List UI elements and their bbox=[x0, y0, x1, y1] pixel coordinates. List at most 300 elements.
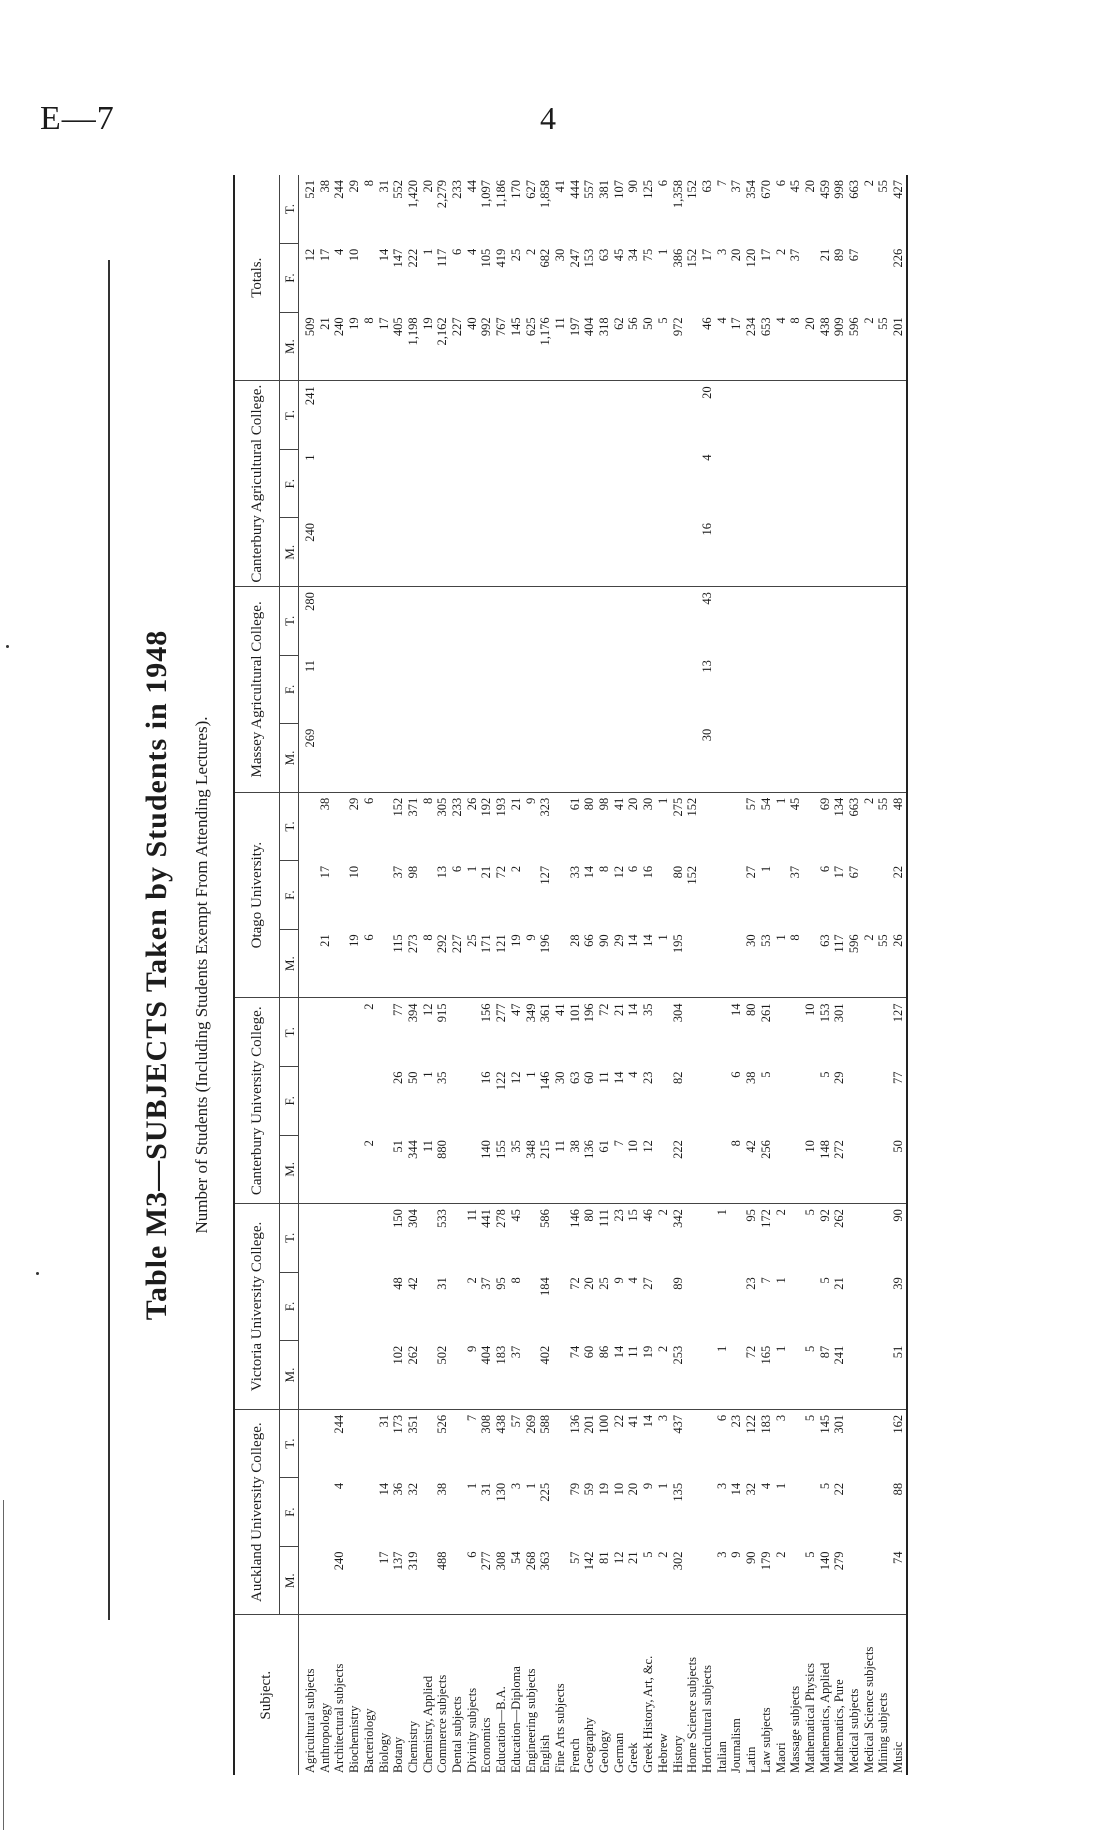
count-cell bbox=[465, 1135, 480, 1204]
count-cell bbox=[744, 724, 759, 793]
count-cell bbox=[862, 1409, 877, 1478]
count-cell: 3 bbox=[715, 1546, 730, 1615]
count-cell bbox=[847, 1341, 862, 1410]
count-cell bbox=[700, 792, 715, 861]
count-cell bbox=[553, 1204, 568, 1273]
count-cell bbox=[685, 1135, 700, 1204]
table-body bbox=[299, 175, 907, 1775]
table-row bbox=[641, 175, 656, 1775]
count-cell bbox=[494, 587, 509, 656]
count-cell bbox=[509, 518, 524, 587]
institution-header: Auckland University College. bbox=[234, 1409, 280, 1615]
count-cell: 17 bbox=[317, 865, 332, 879]
count-cell bbox=[362, 861, 377, 930]
count-cell bbox=[299, 1409, 318, 1478]
subject-cell: Biochemistry bbox=[347, 1705, 362, 1773]
count-cell bbox=[803, 792, 818, 861]
count-cell bbox=[803, 929, 818, 998]
count-cell: 240 bbox=[332, 1546, 347, 1615]
count-cell bbox=[450, 518, 465, 587]
count-cell bbox=[494, 449, 509, 518]
count-cell bbox=[700, 1067, 715, 1136]
count-cell bbox=[685, 518, 700, 587]
count-cell: 153 bbox=[582, 248, 597, 268]
count-cell bbox=[715, 724, 730, 793]
count-cell bbox=[582, 518, 597, 587]
count-cell bbox=[377, 449, 392, 518]
count-cell bbox=[656, 861, 671, 930]
count-cell bbox=[671, 449, 686, 518]
count-cell: 625 bbox=[524, 312, 539, 381]
count-cell: 4 bbox=[626, 1071, 641, 1078]
count-cell: 33 bbox=[567, 865, 582, 879]
count-cell bbox=[553, 1409, 568, 1478]
count-cell bbox=[803, 518, 818, 587]
count-cell: 74 bbox=[568, 1341, 583, 1410]
count-cell: 215 bbox=[538, 1135, 553, 1204]
count-cell bbox=[788, 449, 803, 518]
count-cell: 277 bbox=[479, 1546, 494, 1615]
count-cell bbox=[465, 518, 480, 587]
count-cell bbox=[465, 998, 480, 1067]
count-cell: 308 bbox=[479, 1414, 494, 1434]
count-cell bbox=[538, 587, 553, 656]
count-cell bbox=[435, 724, 450, 793]
subject-cell: Italian bbox=[714, 1741, 729, 1773]
count-cell: 653 bbox=[759, 312, 774, 381]
count-cell: 502 bbox=[435, 1341, 450, 1410]
count-cell: 36 bbox=[391, 1482, 406, 1496]
count-cell: 60 bbox=[582, 1071, 597, 1084]
count-cell bbox=[641, 724, 656, 793]
subject-cell: Education—Diploma bbox=[508, 1666, 523, 1773]
count-cell: 42 bbox=[744, 1135, 759, 1204]
count-cell bbox=[362, 1478, 377, 1547]
count-cell: 1 bbox=[655, 1482, 670, 1490]
count-cell: 152 bbox=[391, 797, 406, 817]
count-cell: 233 bbox=[450, 180, 465, 199]
subject-cell: Journalism bbox=[729, 1718, 744, 1773]
table-row bbox=[509, 175, 524, 1775]
table-row bbox=[377, 175, 392, 1775]
count-cell bbox=[876, 861, 891, 930]
count-cell bbox=[597, 724, 612, 793]
count-cell bbox=[818, 724, 833, 793]
page-speck bbox=[6, 645, 9, 648]
count-cell: 6 bbox=[361, 797, 376, 804]
count-cell: 20 bbox=[626, 797, 641, 811]
count-cell bbox=[759, 724, 774, 793]
count-cell: 23 bbox=[744, 1277, 759, 1290]
count-cell: 2 bbox=[773, 248, 788, 255]
count-cell bbox=[700, 1272, 715, 1341]
count-cell: 1 bbox=[714, 1209, 729, 1216]
count-cell: 1 bbox=[774, 929, 789, 998]
count-cell: 363 bbox=[538, 1546, 553, 1615]
count-cell bbox=[421, 1204, 436, 1273]
count-cell: 241 bbox=[832, 1341, 847, 1410]
count-cell: 45 bbox=[788, 797, 803, 811]
count-cell: 4 bbox=[626, 1277, 641, 1284]
count-cell: 146 bbox=[538, 1071, 553, 1091]
sex-subheader: M. bbox=[280, 1341, 299, 1410]
count-cell bbox=[332, 792, 347, 861]
count-cell bbox=[788, 587, 803, 656]
count-cell: 1 bbox=[656, 929, 671, 998]
count-cell: 37 bbox=[729, 180, 744, 193]
count-cell bbox=[862, 861, 877, 930]
count-cell bbox=[685, 1067, 700, 1136]
count-cell bbox=[318, 449, 333, 518]
count-cell bbox=[847, 1546, 862, 1615]
count-cell: 130 bbox=[494, 1482, 509, 1502]
table-row bbox=[421, 175, 436, 1775]
count-cell bbox=[862, 1478, 877, 1547]
count-cell bbox=[759, 655, 774, 724]
count-cell bbox=[332, 1204, 347, 1273]
count-cell: 14 bbox=[611, 1071, 626, 1084]
count-cell bbox=[788, 1409, 803, 1478]
count-cell: 278 bbox=[494, 1209, 509, 1228]
count-cell bbox=[494, 518, 509, 587]
count-cell bbox=[597, 655, 612, 724]
count-cell: 117 bbox=[832, 929, 847, 998]
count-cell: 22 bbox=[611, 1414, 626, 1428]
count-cell: 197 bbox=[568, 312, 583, 381]
count-cell bbox=[582, 587, 597, 656]
count-cell bbox=[479, 381, 494, 450]
count-cell: 533 bbox=[435, 1209, 450, 1228]
count-cell: 427 bbox=[891, 180, 906, 199]
count-cell: 19 bbox=[347, 929, 362, 998]
count-cell: 9 bbox=[611, 1277, 626, 1284]
count-cell: 137 bbox=[391, 1546, 406, 1615]
count-cell bbox=[362, 1067, 377, 1136]
subject-cell: Botany bbox=[391, 1736, 406, 1773]
count-cell: 54 bbox=[758, 797, 773, 811]
count-cell: 63 bbox=[699, 180, 714, 193]
count-cell bbox=[876, 449, 891, 518]
count-cell: 2 bbox=[655, 1209, 670, 1216]
count-cell bbox=[450, 724, 465, 793]
count-cell: 15 bbox=[626, 1209, 641, 1222]
count-cell: 5 bbox=[641, 1546, 656, 1615]
count-cell: 6 bbox=[450, 248, 465, 255]
count-cell: 72 bbox=[494, 865, 509, 879]
count-cell: 342 bbox=[670, 1209, 685, 1228]
count-cell: 38 bbox=[568, 1135, 583, 1204]
count-cell: 63 bbox=[597, 248, 612, 262]
sex-subheader: T. bbox=[280, 1409, 299, 1478]
count-cell bbox=[803, 724, 818, 793]
count-cell bbox=[318, 1204, 333, 1273]
count-cell bbox=[582, 724, 597, 793]
table-row bbox=[347, 175, 362, 1775]
count-cell: 21 bbox=[479, 865, 494, 879]
count-cell: 5 bbox=[802, 1414, 817, 1422]
table-row bbox=[612, 175, 627, 1775]
count-cell bbox=[774, 861, 789, 930]
count-cell bbox=[788, 724, 803, 793]
count-cell: 304 bbox=[670, 1003, 685, 1023]
sex-subheader: F. bbox=[280, 449, 299, 518]
count-cell: 20 bbox=[582, 1277, 597, 1290]
count-cell bbox=[421, 449, 436, 518]
subject-column-header: Subject. bbox=[234, 1615, 299, 1775]
count-cell bbox=[862, 998, 877, 1067]
table-row bbox=[759, 175, 774, 1775]
count-cell: 25 bbox=[597, 1277, 612, 1290]
count-cell bbox=[700, 861, 715, 930]
count-cell: 437 bbox=[670, 1414, 685, 1434]
count-cell: 10 bbox=[347, 248, 362, 262]
count-cell bbox=[332, 1067, 347, 1136]
count-cell bbox=[862, 1272, 877, 1341]
count-cell: 134 bbox=[832, 797, 847, 817]
count-cell: 19 bbox=[641, 1341, 656, 1410]
count-cell: 268 bbox=[524, 1546, 539, 1615]
count-cell bbox=[847, 1135, 862, 1204]
count-cell: 60 bbox=[582, 1341, 597, 1410]
count-cell bbox=[362, 1409, 377, 1478]
subject-cell: Engineering subjects bbox=[523, 1668, 538, 1773]
count-cell: 2,162 bbox=[435, 312, 450, 381]
subject-cell: English bbox=[538, 1734, 553, 1773]
count-cell bbox=[377, 1067, 392, 1136]
count-cell: 3 bbox=[714, 248, 729, 255]
count-cell: 2 bbox=[656, 1341, 671, 1410]
count-cell: 596 bbox=[847, 929, 862, 998]
count-cell bbox=[362, 449, 377, 518]
count-cell: 1 bbox=[758, 865, 773, 873]
count-cell: 262 bbox=[406, 1341, 421, 1410]
subject-cell: Education—B.A. bbox=[494, 1686, 509, 1773]
count-cell bbox=[862, 1204, 877, 1273]
count-cell bbox=[318, 1409, 333, 1478]
count-cell bbox=[377, 518, 392, 587]
count-cell bbox=[788, 1067, 803, 1136]
count-cell: 41 bbox=[611, 797, 626, 811]
table-row bbox=[465, 175, 480, 1775]
count-cell bbox=[612, 724, 627, 793]
count-cell bbox=[891, 449, 907, 518]
count-cell bbox=[553, 929, 568, 998]
count-cell: 82 bbox=[670, 1071, 685, 1084]
count-cell: 153 bbox=[817, 1003, 832, 1023]
subject-cell: Greek bbox=[626, 1742, 641, 1773]
count-cell: 998 bbox=[832, 180, 847, 199]
count-cell: 12 bbox=[420, 1003, 435, 1016]
count-cell: 43 bbox=[699, 592, 714, 605]
count-cell: 226 bbox=[891, 248, 906, 268]
count-cell bbox=[421, 1272, 436, 1341]
count-cell: 2,279 bbox=[435, 180, 450, 209]
count-cell bbox=[553, 1478, 568, 1547]
count-cell bbox=[568, 518, 583, 587]
count-cell: 247 bbox=[567, 248, 582, 268]
subject-cell: Architectural subjects bbox=[332, 1663, 347, 1773]
count-cell bbox=[862, 381, 877, 450]
count-cell bbox=[803, 244, 818, 313]
count-cell: 682 bbox=[538, 248, 553, 268]
count-cell bbox=[347, 1546, 362, 1615]
count-cell bbox=[582, 655, 597, 724]
count-cell: 136 bbox=[582, 1135, 597, 1204]
institution-header: Victoria University College. bbox=[234, 1204, 280, 1410]
count-cell: 349 bbox=[523, 1003, 538, 1023]
count-cell: 244 bbox=[332, 180, 347, 199]
count-cell: 3 bbox=[655, 1414, 670, 1422]
count-cell: 21 bbox=[318, 312, 333, 381]
count-cell: 14 bbox=[641, 1414, 656, 1428]
count-cell: 14 bbox=[729, 1003, 744, 1016]
count-cell bbox=[744, 587, 759, 656]
count-cell bbox=[744, 518, 759, 587]
count-cell: 488 bbox=[435, 1546, 450, 1615]
count-cell: 10 bbox=[802, 1003, 817, 1016]
count-cell: 165 bbox=[759, 1341, 774, 1410]
count-cell bbox=[876, 655, 891, 724]
count-cell bbox=[656, 1067, 671, 1136]
count-cell: 8 bbox=[729, 1135, 744, 1204]
count-cell: 4 bbox=[774, 312, 789, 381]
table-row bbox=[494, 175, 509, 1775]
count-cell: 269 bbox=[299, 724, 318, 793]
count-cell bbox=[862, 518, 877, 587]
count-cell: 272 bbox=[832, 1135, 847, 1204]
count-cell: 140 bbox=[818, 1546, 833, 1615]
table-row bbox=[362, 175, 377, 1775]
table-row bbox=[524, 175, 539, 1775]
count-cell: 2 bbox=[508, 865, 523, 873]
count-cell: 9 bbox=[729, 1546, 744, 1615]
table-row bbox=[832, 175, 847, 1775]
totals-header: Totals. bbox=[234, 175, 280, 381]
count-cell: 10 bbox=[347, 865, 362, 879]
count-cell: 273 bbox=[406, 929, 421, 998]
count-cell: 50 bbox=[641, 312, 656, 381]
count-cell: 1,358 bbox=[670, 180, 685, 209]
count-cell bbox=[318, 381, 333, 450]
count-cell: 301 bbox=[832, 1003, 847, 1023]
count-cell: 222 bbox=[405, 248, 420, 268]
count-cell bbox=[435, 518, 450, 587]
sex-subheader: T. bbox=[280, 381, 299, 450]
count-cell: 31 bbox=[376, 180, 391, 193]
count-cell bbox=[729, 1272, 744, 1341]
count-cell: 67 bbox=[847, 865, 862, 879]
count-cell: 38 bbox=[317, 797, 332, 811]
table-subtitle: Number of Students (Including Students Exempt From Attending Lectures). bbox=[192, 716, 211, 1234]
count-cell bbox=[450, 655, 465, 724]
count-cell: 1 bbox=[773, 797, 788, 804]
count-cell bbox=[744, 381, 759, 450]
count-cell: 22 bbox=[832, 1482, 847, 1496]
count-cell: 80 bbox=[582, 1209, 597, 1222]
subject-cell: Greek History, Art, &c. bbox=[641, 1655, 656, 1773]
count-cell bbox=[832, 518, 847, 587]
count-cell bbox=[465, 724, 480, 793]
count-cell: 17 bbox=[377, 312, 392, 381]
count-cell bbox=[788, 1478, 803, 1547]
count-cell: 20 bbox=[803, 312, 818, 381]
count-cell: 150 bbox=[391, 1209, 406, 1228]
count-cell bbox=[362, 1546, 377, 1615]
count-cell bbox=[876, 587, 891, 656]
count-cell: 95 bbox=[494, 1277, 509, 1290]
count-cell: 11 bbox=[597, 1071, 612, 1084]
count-cell bbox=[524, 1272, 539, 1341]
count-cell bbox=[788, 1341, 803, 1410]
count-cell bbox=[318, 1546, 333, 1615]
count-cell bbox=[862, 724, 877, 793]
count-cell bbox=[774, 724, 789, 793]
count-cell bbox=[362, 1272, 377, 1341]
count-cell: 140 bbox=[479, 1135, 494, 1204]
count-cell: 2 bbox=[523, 248, 538, 255]
count-cell: 39 bbox=[891, 1277, 906, 1290]
count-cell: 5 bbox=[817, 1277, 832, 1284]
count-cell bbox=[759, 449, 774, 518]
count-cell: 227 bbox=[450, 312, 465, 381]
count-cell: 59 bbox=[582, 1482, 597, 1496]
count-cell: 28 bbox=[568, 929, 583, 998]
count-cell: 37 bbox=[788, 248, 803, 262]
count-cell bbox=[862, 1067, 877, 1136]
count-cell: 1,186 bbox=[494, 180, 509, 209]
count-cell: 419 bbox=[494, 248, 509, 268]
count-cell bbox=[299, 1135, 318, 1204]
count-cell bbox=[788, 1204, 803, 1273]
institution-header: Canterbury Agricultural College. bbox=[234, 381, 280, 587]
count-cell bbox=[362, 655, 377, 724]
count-cell: 145 bbox=[817, 1414, 832, 1434]
count-cell: 275 bbox=[670, 797, 685, 817]
count-cell: 25 bbox=[465, 929, 480, 998]
count-cell: 11 bbox=[464, 1209, 479, 1222]
count-cell bbox=[524, 1204, 539, 1273]
count-cell bbox=[450, 1478, 465, 1547]
count-cell bbox=[876, 244, 891, 313]
count-cell: 1 bbox=[464, 1482, 479, 1490]
count-cell: 17 bbox=[832, 865, 847, 879]
count-cell bbox=[421, 655, 436, 724]
count-cell: 35 bbox=[641, 1003, 656, 1016]
count-cell bbox=[671, 587, 686, 656]
table-row bbox=[391, 175, 406, 1775]
count-cell: 8 bbox=[421, 929, 436, 998]
count-cell bbox=[729, 792, 744, 861]
count-cell bbox=[788, 998, 803, 1067]
count-cell: 55 bbox=[876, 929, 891, 998]
count-cell bbox=[332, 1272, 347, 1341]
count-cell: 61 bbox=[597, 1135, 612, 1204]
count-cell bbox=[700, 1135, 715, 1204]
count-cell bbox=[391, 724, 406, 793]
count-cell bbox=[299, 1546, 318, 1615]
count-cell: 29 bbox=[612, 929, 627, 998]
count-cell bbox=[612, 655, 627, 724]
count-cell bbox=[656, 1135, 671, 1204]
count-cell bbox=[421, 518, 436, 587]
count-cell: 13 bbox=[699, 660, 714, 673]
count-cell bbox=[876, 1409, 891, 1478]
count-cell: 17 bbox=[317, 248, 332, 262]
page-gutter-line bbox=[108, 260, 110, 1620]
count-cell bbox=[847, 724, 862, 793]
table-row bbox=[656, 175, 671, 1775]
count-cell bbox=[524, 381, 539, 450]
